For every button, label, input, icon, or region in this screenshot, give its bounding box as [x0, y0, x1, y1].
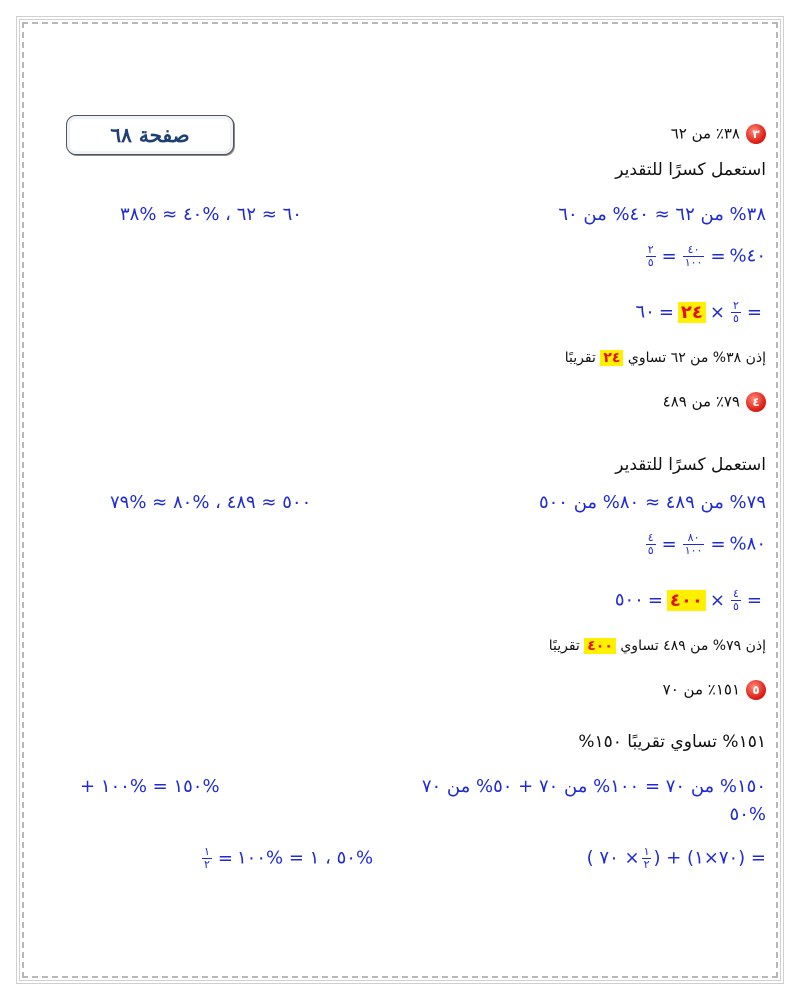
problem-4-fraction-equation: $\frac{٤}{٥}$ = $\frac{٨٠}{١٠٠}$ = %٨٠: [647, 531, 766, 557]
problem-5-line2-left: %١٥٠ = %١٠٠ +: [80, 776, 220, 797]
frac-den: ٢: [643, 858, 650, 871]
frac-den: ٥: [647, 544, 654, 557]
multiplier: ٥٠٠: [614, 589, 644, 611]
problem-4-instruction: استعمل كسرًا للتقدير: [615, 455, 766, 475]
percent-value: %٤٠: [729, 245, 766, 267]
expression-part: %٥٠ ، ١ = %١٠٠: [237, 847, 374, 869]
problem-5-line3-right: [587, 846, 766, 871]
conclusion-suffix: تقريبًا: [564, 350, 596, 366]
multiplier: ٦٠: [635, 301, 655, 323]
problem-4-title-row: [663, 392, 766, 412]
problem-5-title-row: [663, 680, 766, 700]
problem-3-estimate-left: ٦٠ ≈ ٦٢ ، %٤٠ ≈ %٣٨: [120, 204, 302, 225]
frac-den: ١٠٠: [684, 256, 703, 269]
conclusion-highlight: ٢٤: [600, 350, 623, 366]
problem-5-badge: ٥: [746, 680, 766, 700]
problem-5-line3-left: [200, 846, 373, 871]
conclusion-highlight: ٤٠٠: [584, 638, 616, 654]
result-highlight: ٤٠٠: [667, 590, 706, 611]
frac-den: ٥: [647, 256, 654, 269]
problem-4-conclusion: [549, 638, 766, 654]
page-label: صفحة ٦٨: [110, 123, 190, 147]
result-highlight: ٢٤: [678, 302, 706, 323]
problem-3-title-row: [671, 124, 766, 144]
conclusion-text: إذن ٧٩% من ٤٨٩ تساوي: [620, 638, 766, 654]
frac-den: ٥: [732, 312, 739, 325]
conclusion-text: إذن ٣٨% من ٦٢ تساوي: [627, 350, 766, 366]
problem-3-conclusion: [565, 350, 766, 366]
frac-num: ٤: [732, 587, 739, 600]
problem-4-estimate-left: ٥٠٠ ≈ ٤٨٩ ، %٨٠ ≈ %٧٩: [110, 492, 312, 513]
frac-den: ٢: [204, 858, 210, 871]
problem-5-line2-right: ١٥٠% من ٧٠ = ١٠٠% من ٧٠ + ٥٠% من ٧٠: [421, 776, 766, 797]
problem-4-multiplication: ٤٠٠=٥٠٠ × $\frac{٤}{٥}$ =: [614, 587, 762, 613]
conclusion-suffix: تقريبًا: [548, 638, 580, 654]
problem-3-instruction: استعمل كسرًا للتقدير: [615, 160, 766, 180]
problem-4-badge: ٤: [746, 392, 766, 412]
problem-3-estimate-right: ٣٨% من ٦٢ ≈ ٤٠% من ٦٠: [558, 204, 766, 225]
frac-num: ٢: [732, 299, 739, 312]
problem-3-title: ٣٨٪ من ٦٢: [670, 124, 740, 143]
problem-5-line2-wrap: %٥٠: [729, 804, 766, 825]
equals-sign: =: [217, 847, 234, 869]
frac-num: ٨٠: [683, 532, 705, 545]
frac-num: ٤٠: [683, 244, 705, 257]
frac-num: ١: [643, 845, 650, 858]
problem-5-title: ١٥١٪ من ٧٠: [662, 680, 740, 699]
frac-num: ٤: [647, 531, 654, 544]
page-number-box: [66, 115, 234, 155]
expression-part: ) + (٧٠×١) =: [653, 847, 766, 869]
frac-den: ١٠٠: [684, 544, 703, 557]
problem-4-estimate-right: ٧٩% من ٤٨٩ ≈ ٨٠% من ٥٠٠: [538, 492, 766, 513]
frac-den: ٥: [732, 600, 739, 613]
problem-3-multiplication: ٢٤=٦٠ × $\frac{٢}{٥}$ =: [635, 299, 762, 325]
frac-num: ١: [204, 845, 210, 858]
problem-3-badge: ٣: [746, 124, 766, 144]
percent-value: %٨٠: [729, 533, 766, 555]
frac-num: ٢: [647, 243, 654, 256]
problem-5-line1: ١٥١% تساوي تقريبًا ١٥٠%: [578, 732, 766, 752]
expression-part: ( ٧٠ ×: [586, 847, 640, 869]
problem-4-title: ٧٩٪ من ٤٨٩: [662, 392, 740, 411]
problem-3-fraction-equation: $\frac{٢}{٥}$ = $\frac{٤٠}{١٠٠}$ = %٤٠: [647, 243, 766, 269]
